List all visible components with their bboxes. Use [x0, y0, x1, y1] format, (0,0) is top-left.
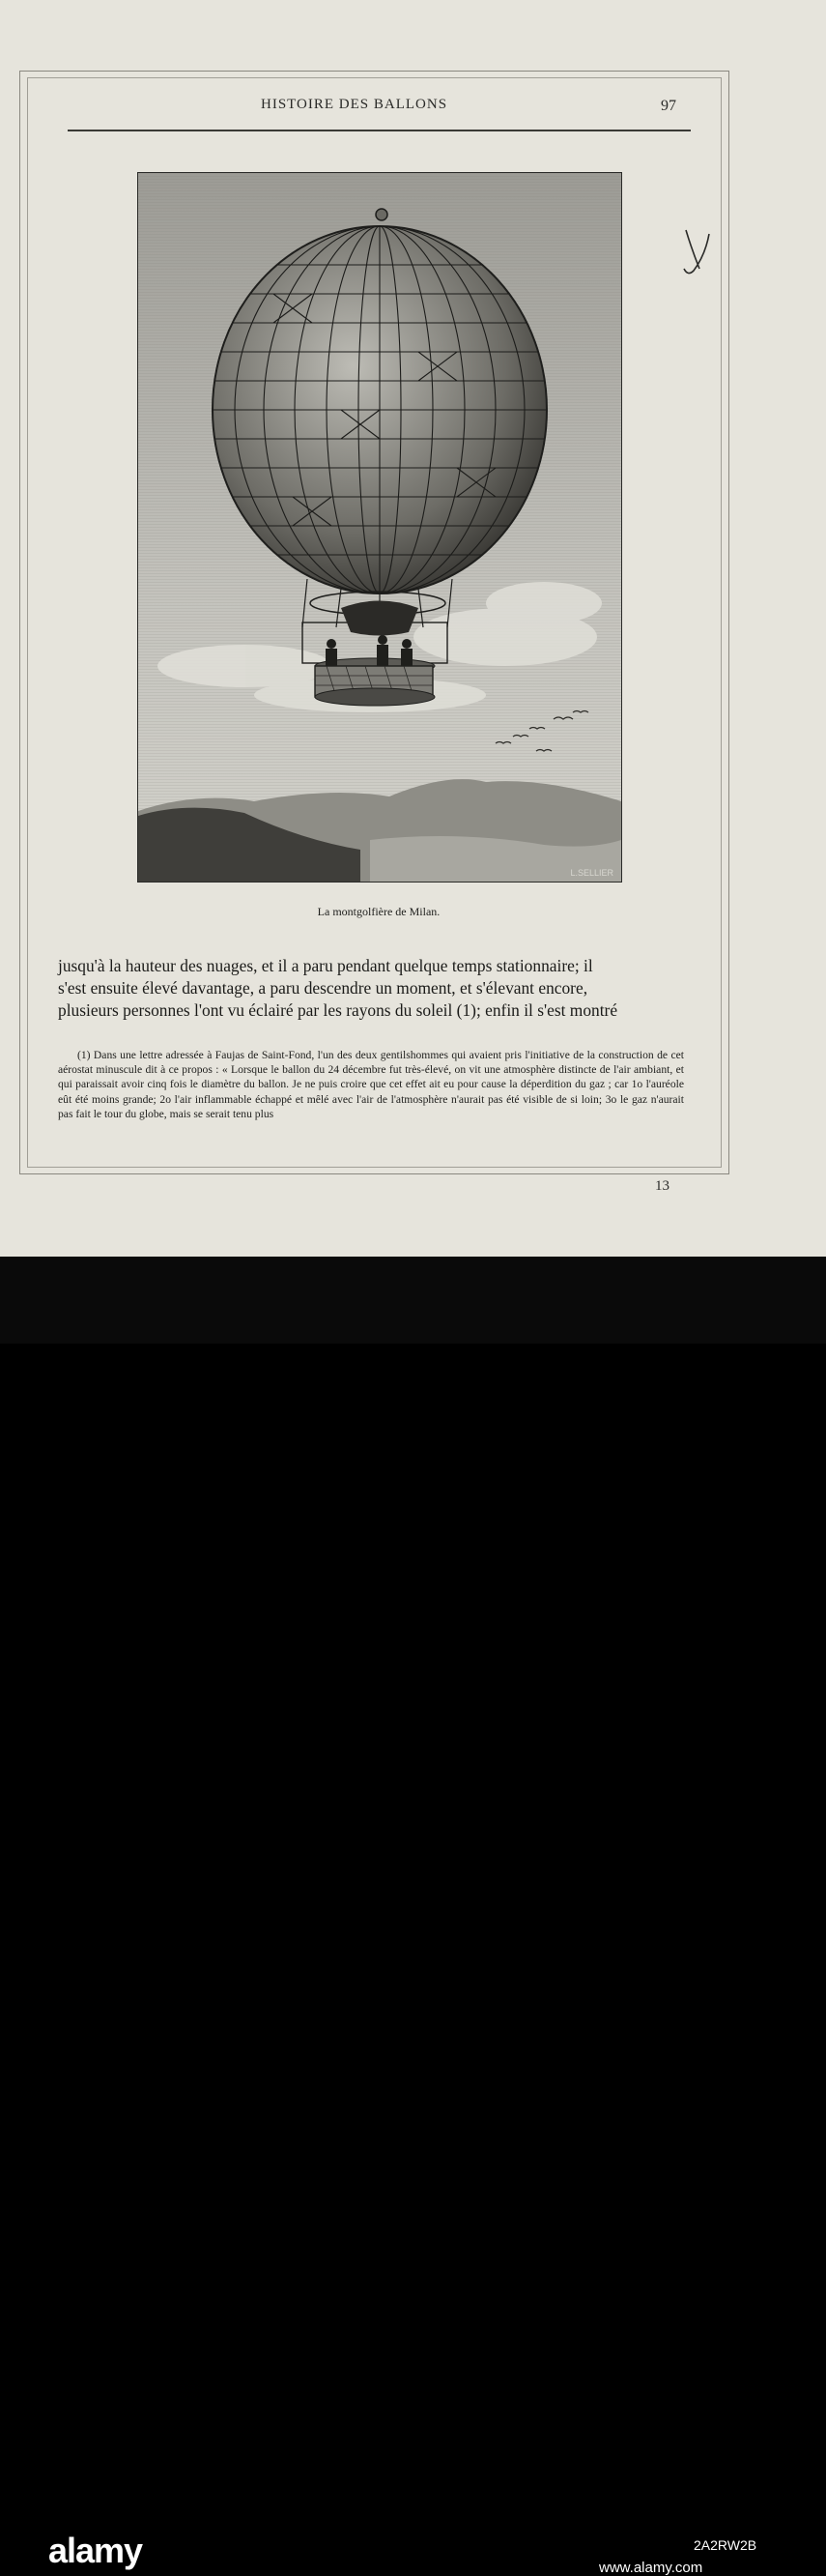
running-head-title: HISTOIRE DES BALLONS [261, 97, 448, 112]
body-text [58, 955, 684, 1022]
engraver-signature: L.SELLIER [570, 868, 613, 878]
signature-mark: 13 [655, 1178, 669, 1194]
alamy-logo: alamy [48, 2531, 143, 2570]
stock-watermark-band [0, 1257, 826, 2576]
engraving-drawing [138, 173, 621, 882]
figure-caption: La montgolfière de Milan. [317, 905, 441, 918]
body-line: jusqu'à la hauteur des nuages, et il a paru pendant quelque temps stationnaire; il [58, 956, 593, 975]
balloon-engraving [137, 172, 622, 883]
pencil-x-icon [678, 220, 717, 278]
image-id: 2A2RW2B [694, 2537, 757, 2553]
handwritten-margin-mark [678, 220, 717, 278]
page-number: 97 [661, 98, 676, 114]
body-line: plusieurs personnes l'ont vu éclairé par les rayons du soleil (1); enfin il s'est montré [58, 1000, 618, 1020]
body-line: s'est ensuite élevé davantage, a paru descendre un moment, et s'élevant encore, [58, 978, 588, 998]
footnote-text: (1) Dans une lettre adressée à Faujas de Saint-Fond, l'un des deux gentilshommes qui avaient pris l'initiative de la construction de cet aérostat minuscule dit à ce propos : « Lorsque le ballon du 24 décembre fut très-élevé, on vit une atmosphère distincte de l'air ambiant, et qui paraissait avoir cinq fois le diamètre du ballon. Je ne puis croire que cet effet ait eu pour cause la déperdition du gaz ; car 1o l'auréole eût été moins grande; 2o l'air inflammable échappé et mêlé avec l'air de l'atmosphère n'aurait pas été visible de si loin; 3o le gaz n'aurait pas fait le tour du globe, mais se serait tenu plus [58, 1049, 684, 1120]
book-page [0, 0, 826, 1257]
site-url: www.alamy.com [599, 2560, 703, 2576]
footnote [58, 1048, 684, 1121]
header-rule [68, 130, 691, 131]
